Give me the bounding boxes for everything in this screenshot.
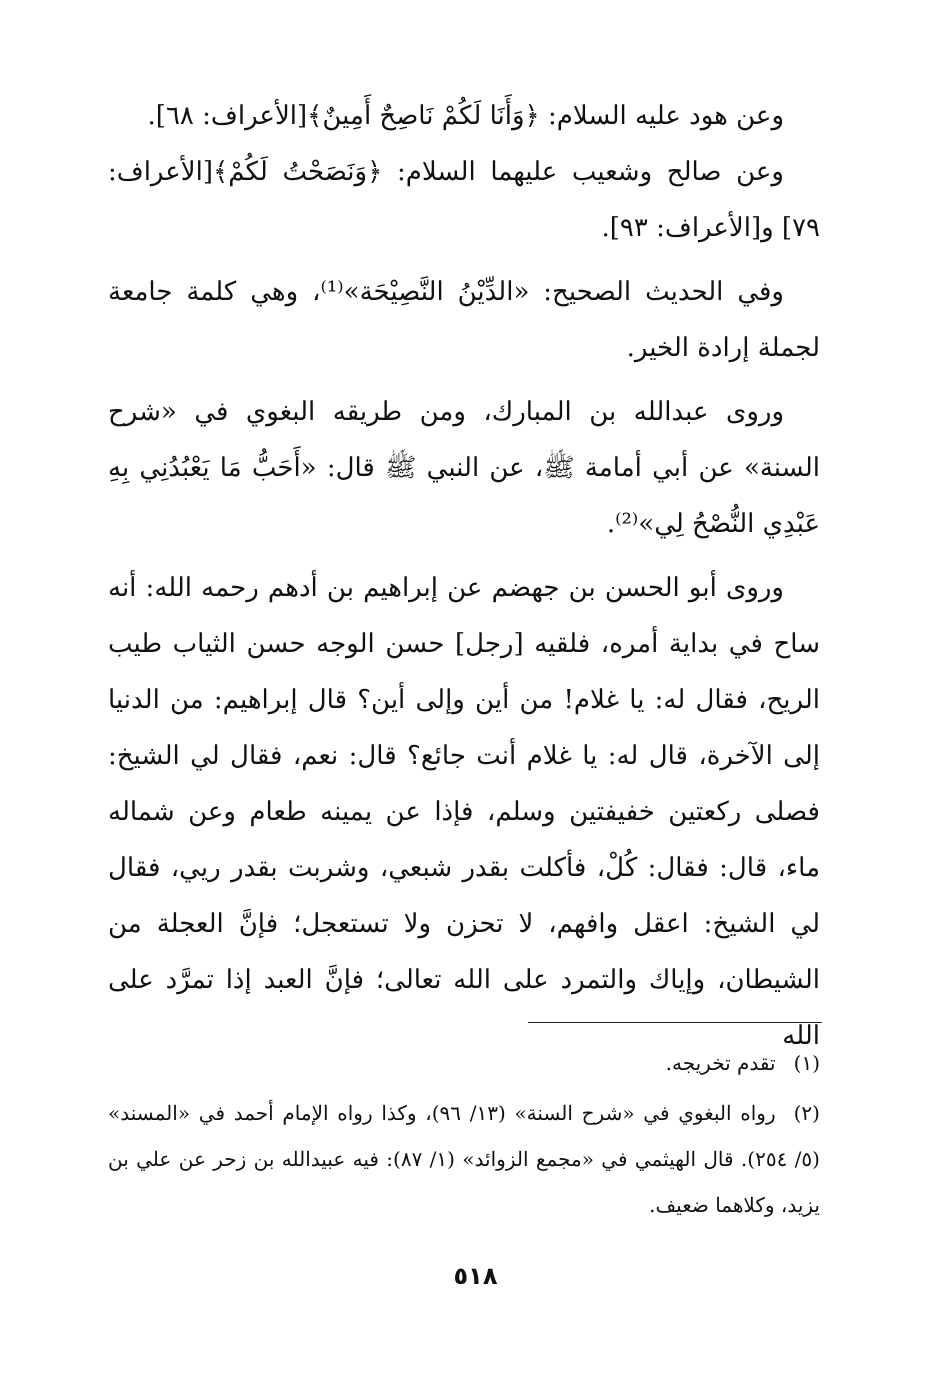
- footnote-2: [108, 1090, 820, 1228]
- paragraph-hud: وعن هود عليه السلام: ﴿وَأَنَا لَكُمْ نَاصِحٌ أَمِينٌ﴾[الأعراف: ٦٨].: [147, 101, 784, 131]
- footnote-text: رواه البغوي في «شرح السنة» (١٣/ ٩٦)، وكذا رواه الإمام أحمد في «المسند» (٥/ ٢٥٤). قال الهيثمي في «مجمع الزوائد» (١/ ٨٧): فيه عبيدالله بن زحر عن علي بن يزيد، وكلاهما ضعيف.: [108, 1101, 820, 1217]
- footnotes: [108, 1040, 820, 1228]
- footnote-separator: [528, 1022, 822, 1023]
- paragraph-ibrahim-adham: وروى أبو الحسن بن جهضم عن إبراهيم بن أدهم رحمه الله: أنه ساح في بداية أمره، فلقيه [رجل] حسن الوجه حسن الثياب طيب الريح، فقال له: يا غلام! من أين وإلى أين؟ قال إبراهيم: من الدنيا إلى الآخرة، قال له: يا غلام أنت جائع؟ قال: نعم، فقال لي الشيخ: فصلى ركعتين خفيفتين وسلم، فإذا عن يمينه طعام وعن شماله ماء، قال: فقال: كُلْ، فأكلت بقدر شبعي، وشربت بقدر ريي، فقال لي الشيخ: اعقل وافهم، لا تحزن ولا تستعجل؛ فإنَّ العجلة من الشيطان، وإياك والتمرد على الله تعالى؛ فإنَّ العبد إذا تمرَّد على الله: [108, 573, 820, 1051]
- paragraph-salih-shuayb: وعن صالح وشعيب عليهما السلام: ﴿وَنَصَحْتُ لَكُمْ﴾[الأعراف: ٧٩] و[الأعراف: ٩٣].: [108, 157, 820, 243]
- paragraph-ibn-mubarak: وروى عبدالله بن المبارك، ومن طريقه البغوي في «شرح السنة» عن أبي أمامة ﷺ، عن النبي ﷺ قال: «أَحَبُّ مَا يَعْبُدُنِي بِهِ عَبْدِي النُّصْحُ لِي»⁽²⁾.: [108, 397, 820, 539]
- footnote-marker: (٢): [793, 1101, 820, 1125]
- main-text: [108, 88, 820, 1064]
- paragraph-hadith: وفي الحديث الصحيح: «الدِّيْنُ النَّصِيْحَة»⁽¹⁾، وهي كلمة جامعة لجملة إرادة الخير.: [108, 277, 820, 363]
- footnote-1: [108, 1040, 820, 1086]
- footnote-marker: (١): [793, 1051, 820, 1075]
- footnote-text: تقدم تخريجه.: [665, 1051, 776, 1075]
- page-number: ٥١٨: [453, 1262, 498, 1290]
